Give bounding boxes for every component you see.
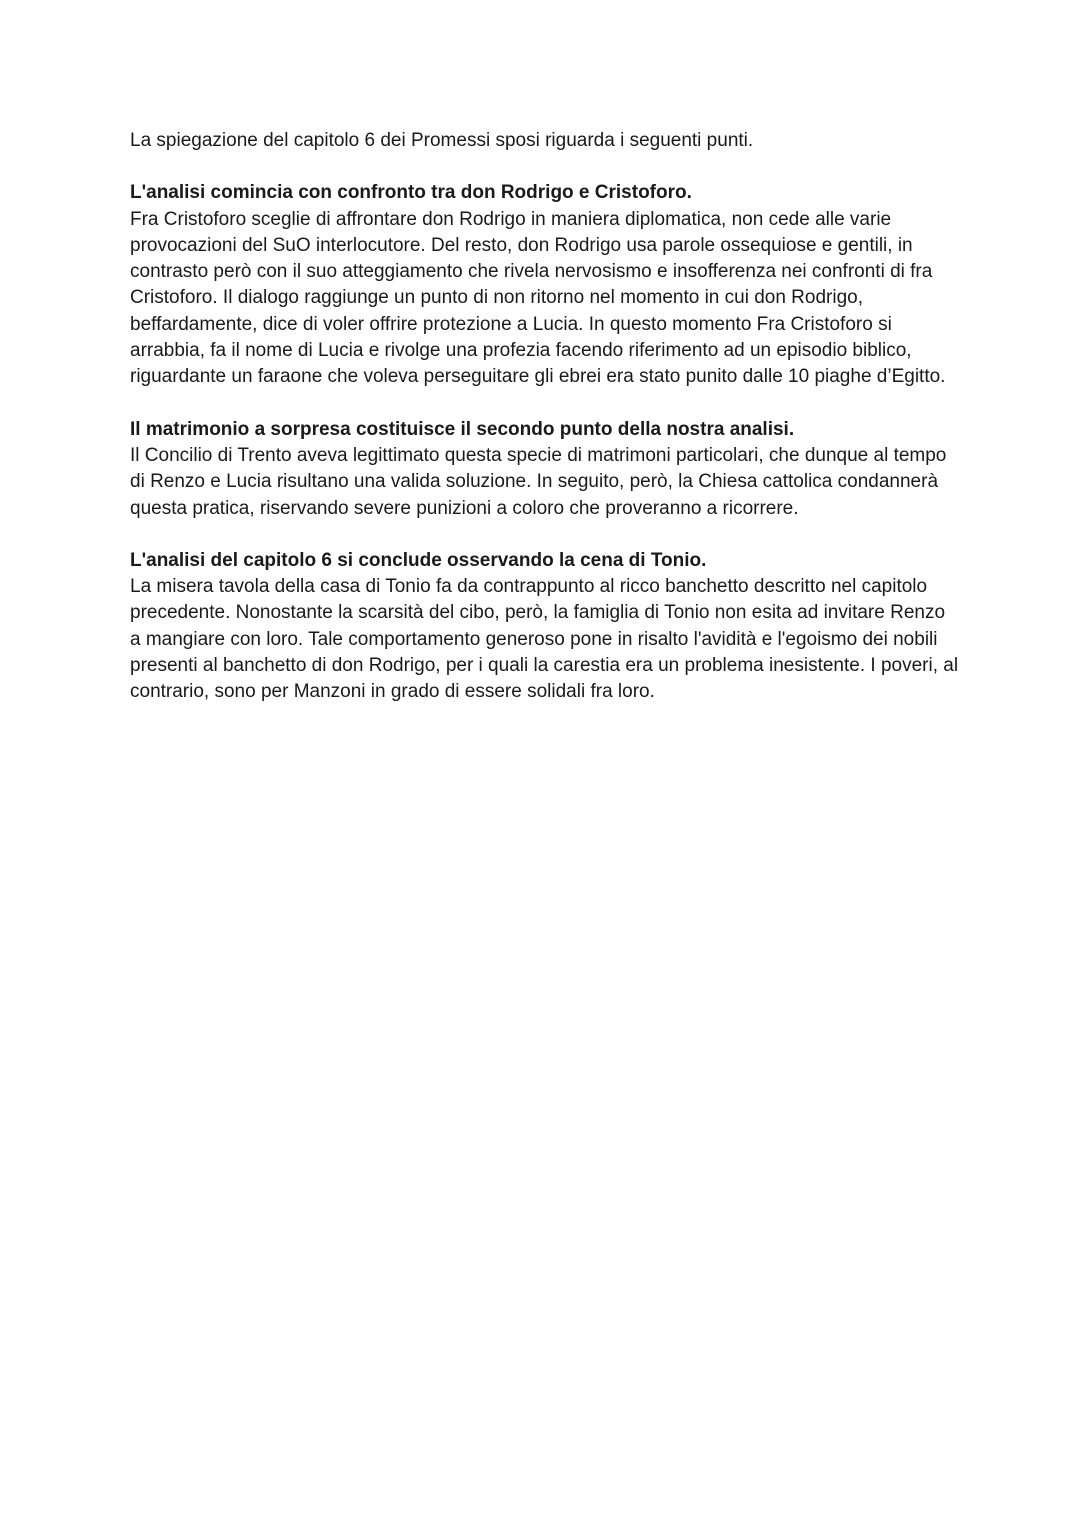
intro-paragraph: La spiegazione del capitolo 6 dei Promessi sposi riguarda i seguenti punti. — [130, 130, 754, 151]
section-confronto — [130, 180, 960, 390]
section-body: La misera tavola della casa di Tonio fa da contrappunto al ricco banchetto descritto nel capitolo precedente. Nonostante la scarsità del cibo, però, la famiglia di Tonio non esita ad invitare Renzo a mangiare con loro. Tale comportamento generoso pone in risalto l'avidità e l'egoismo dei nobili presenti al banchetto di don Rodrigo, per i quali la carestia era un problema inesistente. I poveri, al contrario, sono per Manzoni in grado di essere solidali fra loro. — [130, 576, 959, 703]
section-heading: L'analisi comincia con confronto tra don Rodrigo e Cristoforo. — [130, 182, 692, 204]
section-heading: Il matrimonio a sorpresa costituisce il secondo punto della nostra analisi. — [130, 418, 795, 440]
document-page — [130, 128, 960, 732]
section-cena — [130, 548, 960, 706]
section-body: Il Concilio di Trento aveva legittimato questa specie di matrimoni particolari, che dunque al tempo di Renzo e Lucia risultano una valida soluzione. In seguito, però, la Chiesa cattolica condannerà questa pratica, riservando severe punizioni a coloro che proveranno a ricorrere. — [130, 444, 947, 519]
section-body: Fra Cristoforo sceglie di affrontare don Rodrigo in maniera diplomatica, non cede alle varie provocazioni del SuO interlocutore. Del resto, don Rodrigo usa parole ossequiose e gentili, in contrasto però con il suo atteggiamento che rivela nervosismo e insofferenza nei confronti di fra Cristoforo. Il dialogo raggiunge un punto di non ritorno nel momento in cui don Rodrigo, beffardamente, dice di voler offrire protezione a Lucia. In questo momento Fra Cristoforo si arrabbia, fa il nome di Lucia e rivolge una profezia facendo riferimento ad un episodio biblico, riguardante un faraone che voleva perseguitare gli ebrei era stato punito dalle 10 piaghe d’Egitto. — [130, 208, 946, 388]
section-matrimonio — [130, 417, 960, 522]
section-heading: L'analisi del capitolo 6 si conclude osservando la cena di Tonio. — [130, 549, 707, 571]
